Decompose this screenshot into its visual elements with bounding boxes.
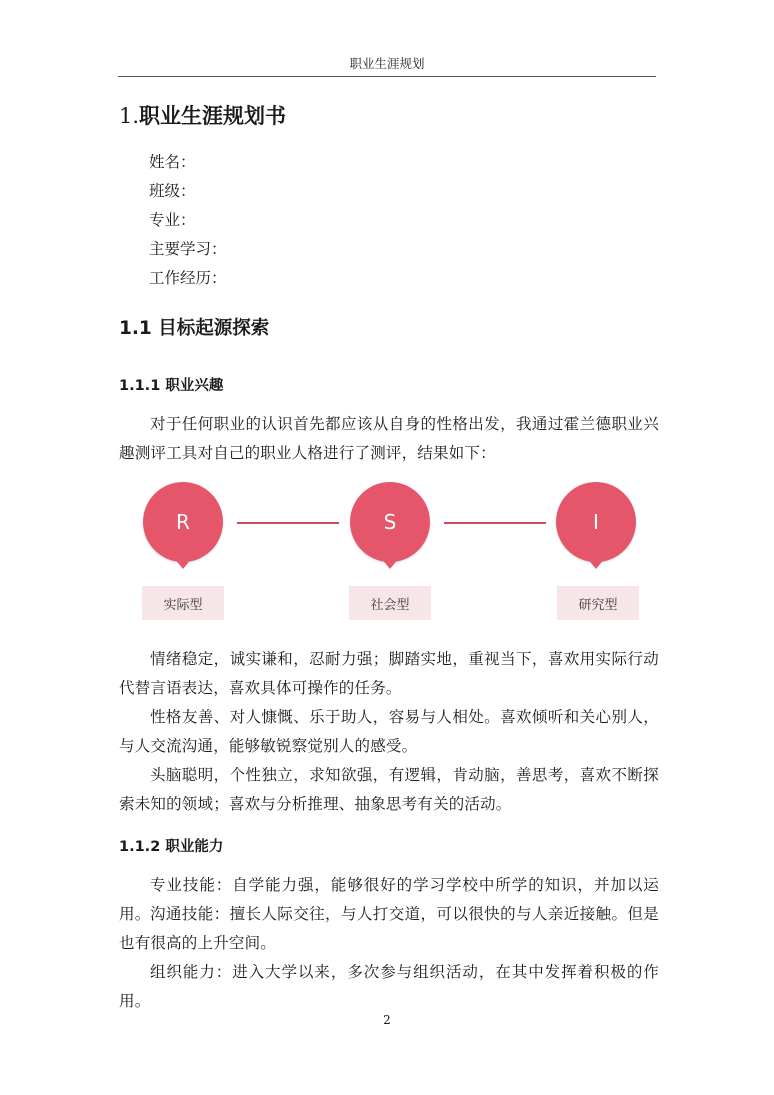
info-name: 姓名： <box>149 153 196 171</box>
pointer-icon <box>174 558 192 569</box>
info-work: 工作经历： <box>149 269 227 287</box>
section-heading-1-1-2: 1.1.2 职业能力 <box>119 839 224 855</box>
code-type-label: 研究型 <box>557 586 639 620</box>
chapter-heading <box>119 100 286 130</box>
section-heading-1-1-1: 1.1.1 职业兴趣 <box>119 378 224 394</box>
code-type-label: 实际型 <box>142 586 224 620</box>
code-circle-r: R <box>143 482 223 562</box>
pointer-icon <box>381 558 399 569</box>
info-study: 主要学习： <box>149 240 227 258</box>
description-social: 性格友善、对人慷慨、乐于助人，容易与人相处。喜欢倾听和关心别人，与人交流沟通，能够敏锐察觉别人的感受。 <box>119 708 659 755</box>
running-header: 职业生涯规划 <box>349 56 425 71</box>
code-type-label: 社会型 <box>349 586 431 620</box>
ability-communication: 沟通技能：擅长人际交往，与人打交道，可以很快的与人亲近接触。但是也有很高的上升空间。 <box>119 905 659 952</box>
holland-code-diagram <box>140 480 640 625</box>
pointer-icon <box>587 558 605 569</box>
chapter-title: 职业生涯规划书 <box>139 103 287 128</box>
info-major: 专业： <box>149 211 196 229</box>
intro-paragraph: 对于任何职业的认识首先都应该从自身的性格出发，我通过霍兰德职业兴趣测评工具对自己的职业人格进行了测评，结果如下： <box>119 415 659 462</box>
description-investigative: 头脑聪明，个性独立，求知欲强，有逻辑，肯动脑，善思考，喜欢不断探索未知的领域；喜欢与分析推理、抽象思考有关的活动。 <box>119 766 659 813</box>
header-divider <box>118 76 656 77</box>
page-number: 2 <box>383 1013 391 1027</box>
connector-line <box>444 522 546 524</box>
ability-professional: 专业技能：自学能力强，能够很好的学习学校中所学的知识，并加以运用。 <box>119 876 659 923</box>
connector-line <box>237 522 339 524</box>
section-heading-1-1: 1.1 目标起源探索 <box>119 318 270 339</box>
code-circle-s: S <box>350 482 430 562</box>
ability-organization: 组织能力：进入大学以来，多次参与组织活动，在其中发挥着积极的作用。 <box>119 963 659 1010</box>
info-class: 班级： <box>149 182 196 200</box>
description-realistic: 情绪稳定，诚实谦和，忍耐力强；脚踏实地，重视当下，喜欢用实际行动代替言语表达，喜欢具体可操作的任务。 <box>119 650 659 697</box>
chapter-number: 1. <box>119 104 140 128</box>
code-circle-i: I <box>556 482 636 562</box>
